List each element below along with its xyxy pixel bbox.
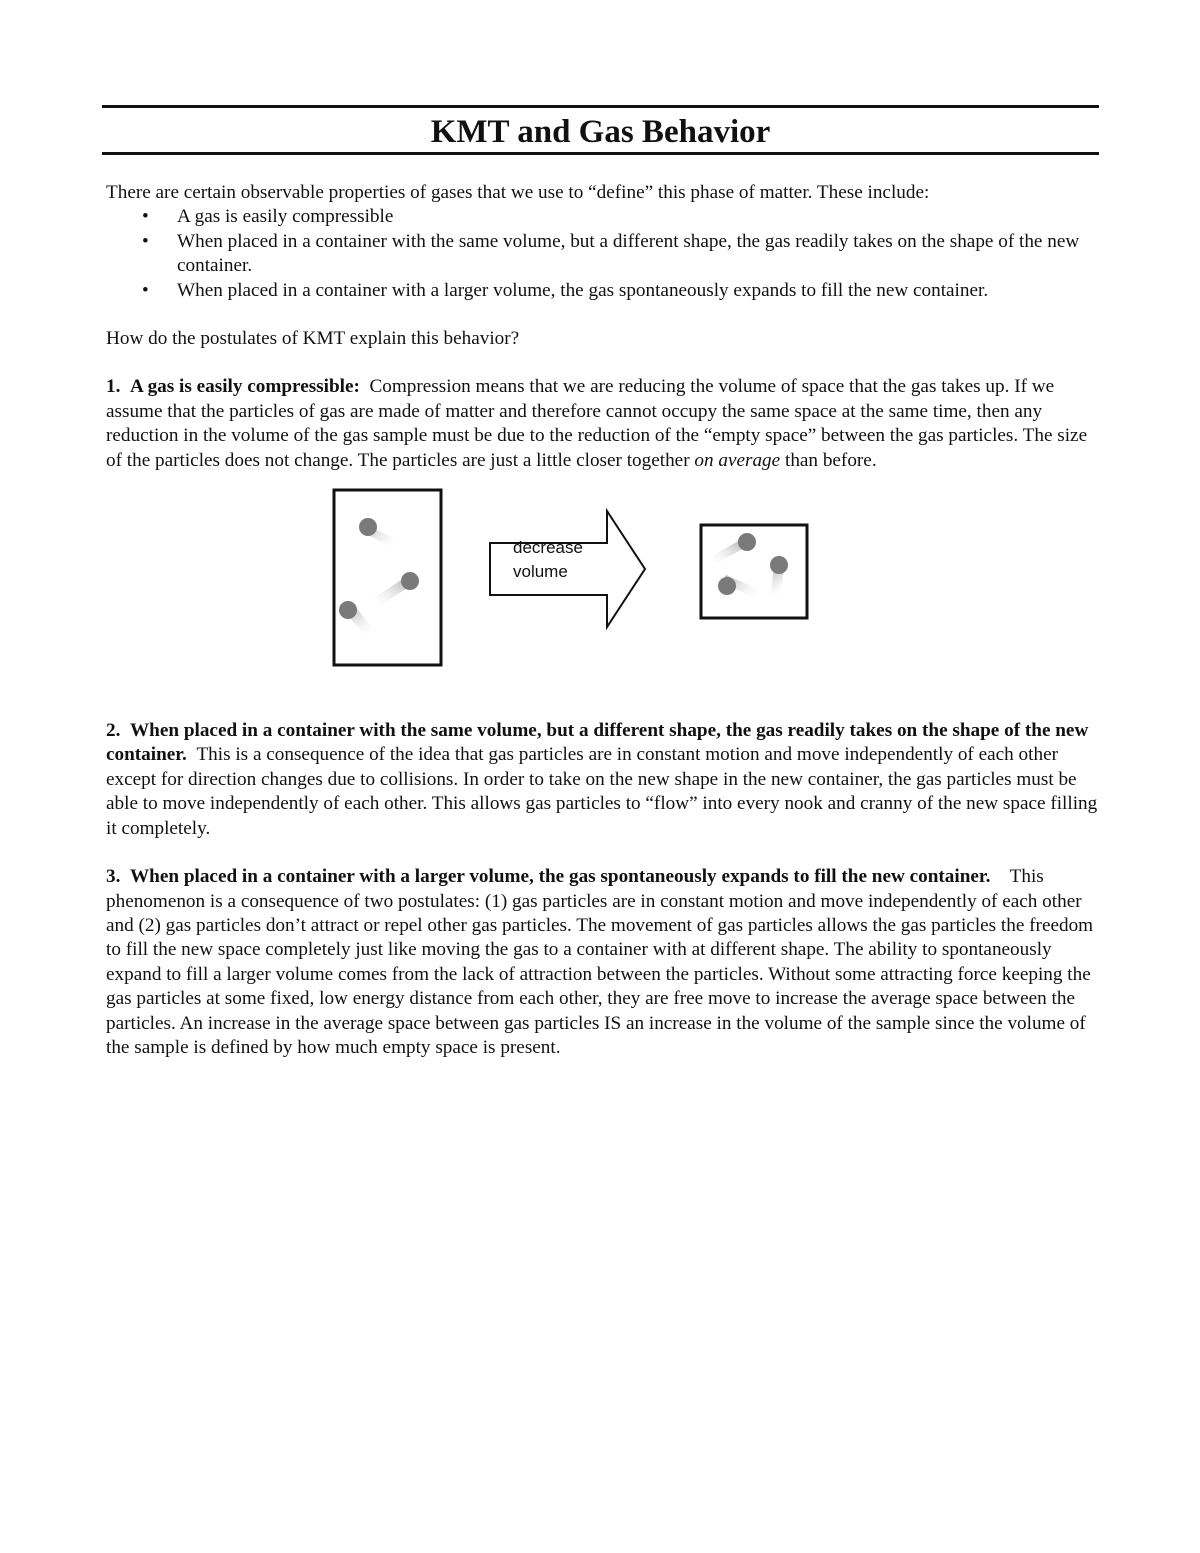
section-2-heading: When placed in a container with the same volume, but a different shape, the gas readily takes on the shape of the new container. — [106, 720, 1089, 766]
bullet-icon: • — [142, 206, 149, 228]
question-paragraph: How do the postulates of KMT explain this behavior? — [106, 328, 520, 350]
arrow-label-line2: volume — [513, 562, 568, 582]
intro-paragraph: There are certain observable properties of gases that we use to “define” this phase of matter. These include: — [106, 182, 930, 203]
section-2-paragraph — [106, 719, 1100, 841]
list-item — [106, 205, 1100, 229]
properties-list — [106, 205, 1100, 303]
section-3-heading: When placed in a container with a larger volume, the gas spontaneously expands to fill the new container. — [129, 866, 991, 888]
section-1-emphasis: on average — [694, 449, 781, 471]
page-title: KMT and Gas Behavior — [430, 114, 771, 150]
section-1-paragraph — [106, 375, 1100, 473]
list-item — [106, 230, 1100, 279]
bullet-icon: • — [142, 230, 149, 252]
section-2-number: 2. — [106, 720, 121, 742]
section-1-number: 1. — [106, 376, 121, 398]
compression-diagram — [106, 473, 1100, 695]
arrow-label — [513, 536, 613, 584]
compression-figure — [106, 473, 1100, 695]
large-container — [334, 490, 441, 665]
document-body — [106, 181, 1100, 1060]
list-item-text: When placed in a container with the same volume, but a different shape, the gas readily takes on the shape of the new container. — [177, 230, 1080, 277]
section-3-number: 3. — [106, 866, 121, 888]
section-1-body-tail: than before. — [784, 449, 877, 471]
section-1-body: Compression means that we are reducing the volume of space that the gas takes up. If we assume that the particles of gas are made of matter and therefore cannot occupy the same space at the same time, then any reduction in the volume of the gas sample must be due to the reduction of the “empty space” between the gas particles. The size of the particles does not change. The particles are just a little closer together — [106, 376, 1088, 471]
section-3-paragraph — [106, 865, 1100, 1060]
list-item — [106, 279, 1100, 303]
section-2-body: This is a consequence of the idea that gas particles are in constant motion and move independently of each other except for direction changes due to collisions. In order to take on the new shape in the new container, the gas particles must be able to move independently of each other. This allows gas particles to “flow” into every nook and cranny of the new space filling it completely. — [106, 744, 1098, 839]
section-1-heading: A gas is easily compressible: — [129, 376, 360, 398]
arrow-label-line1: decrease — [513, 538, 583, 558]
bullet-icon: • — [142, 279, 149, 301]
title-rule-top — [102, 105, 1099, 108]
section-3-body: This phenomenon is a consequence of two postulates: (1) gas particles are in constant motion and move independently of each other and (2) gas particles don’t attract or repel other gas particles. The movement of gas particles allows the gas particles the freedom to fill the new space completely just like moving the gas to a container with at different shape. The ability to spontaneously expand to fill a larger volume comes from the lack of attraction between the particles. Without some attracting force keeping the gas particles at some fixed, low energy distance from each other, they are free move to increase the average space between the particles. An increase in the average space between gas particles IS an increase in the volume of the sample since the volume of the sample is defined by how much empty space is present. — [106, 866, 1094, 1058]
list-item-text: When placed in a container with a larger volume, the gas spontaneously expands to fill the new container. — [177, 279, 989, 301]
list-item-text: A gas is easily compressible — [177, 206, 394, 228]
title-rule-bottom — [102, 152, 1099, 155]
